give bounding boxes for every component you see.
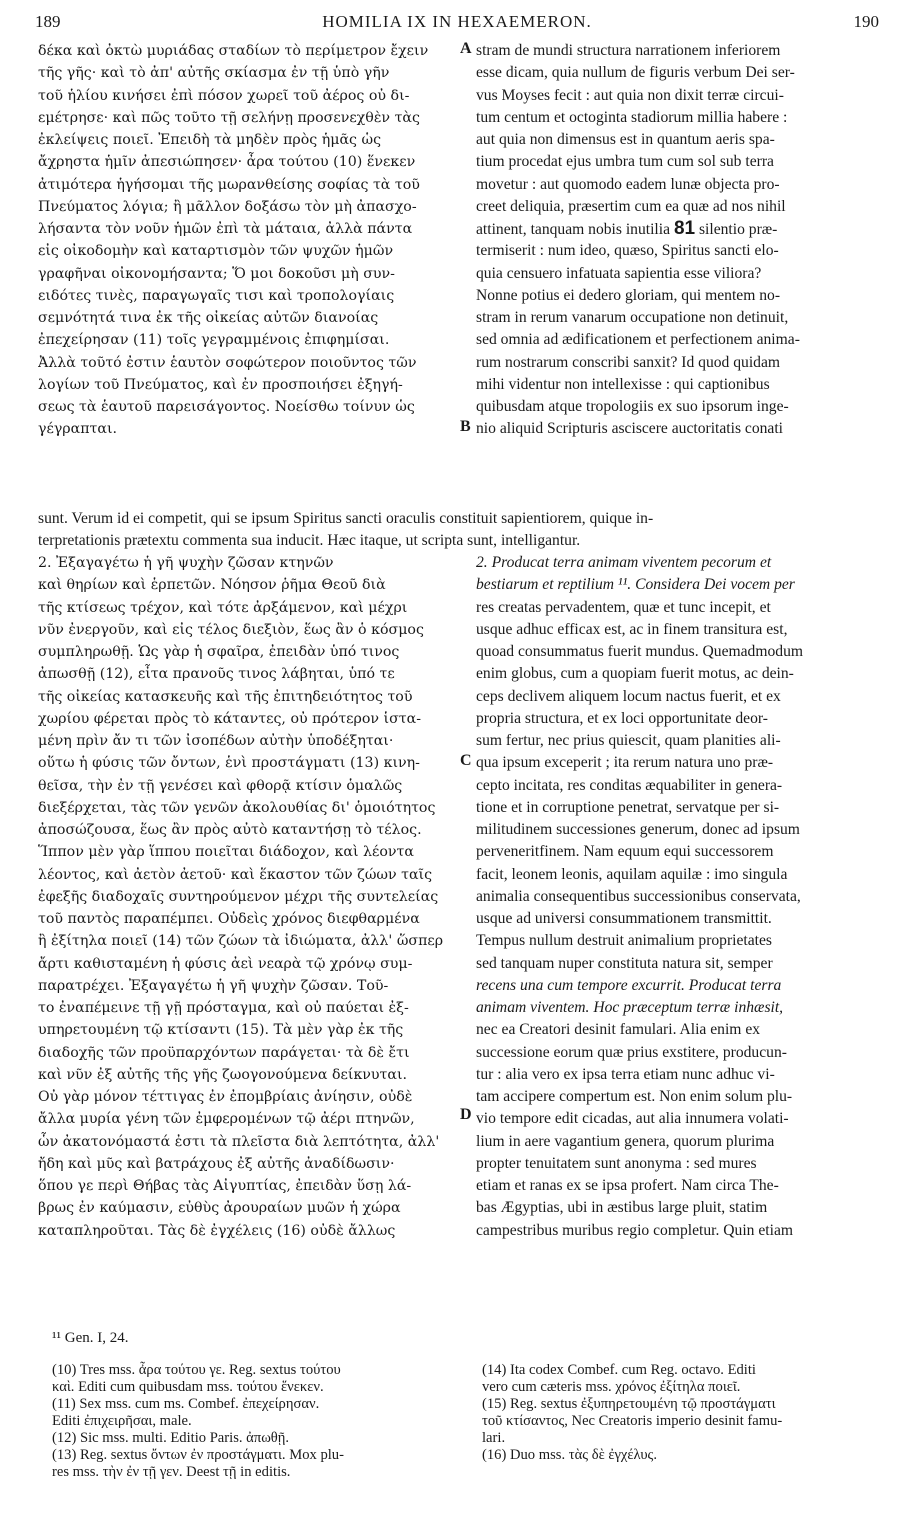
latin-line: movetur : aut quomodo eadem lunæ objecta pro- [476,175,780,193]
note-line: (14) Ita codex Combef. cum Reg. octavo. Editi [482,1362,756,1378]
greek-line: ἐφεξῆς διαδοχαῖς συντηρούμενον μέχρι τῆς συντελείας [38,888,439,905]
latin-line [476,218,876,240]
margin-letter-a: A [460,40,472,57]
latin-line: res creatas pervadentem, quæ et tunc incepit, et [476,598,771,616]
latin-line: vio tempore edit cicadas, aut alia innumera volati- [476,1110,789,1128]
note-line: res mss. τὴν ἐν τῇ γεν. Deest τῇ in editis. [52,1464,291,1480]
running-header [35,8,879,36]
greek-line: τῆς οἰκείας κατασκευῆς καὶ τῆς ἐπιτηδειότητος τοῦ [38,688,413,705]
latin-line: aut quia non dimensus est in quantum aeris spa- [476,131,775,148]
note-line: vero cum cæteris mss. χρόνος ἐξίτηλα ποιεῖ. [482,1379,741,1395]
latin-line: tium procedat ejus umbra tum cum sol sub terra [476,153,774,171]
greek-line: Πνεύματος λόγια; ἢ μᾶλλον δοξάσω τὸν μὴ ἀπασχο- [38,198,417,215]
latin-line: nec ea Creatori desinit famulari. Alia enim ex [476,1021,761,1039]
greek-line: ἐκλείψεις ποιεῖ. Ἐπειδὴ τὰ μηδὲν πρὸς ἡμᾶς ὡς [38,132,382,148]
greek-line: ἢ ἐξίτηλα ποιεῖ (14) τῶν ζώων τὰ ἰδιώματα, ἀλλ' ὥσπερ [38,933,444,950]
latin-line: propria structura, et ex loci opportunitate deor- [476,709,768,727]
full-line: sunt. Verum id ei competit, qui se ipsum Spiritus sancti oraculis constituit sapientiorem, quique in- [38,510,654,527]
margin-letter-b: B [460,418,471,435]
note-line: (10) Tres mss. ἆρα τούτου γε. Reg. sextus τούτου [52,1362,341,1378]
latin-line: recens una cum tempore excurrit. Producat terra [476,976,782,994]
greek-line: ειδότες τινὲς, παραγωγαῖς τισι καὶ τροπολογίαις [38,287,395,304]
latin-line: esse dicam, quia nullum de figuris verbum Dei ser- [476,64,795,82]
latin-column-bottom [476,552,876,1242]
greek-line: ὅπου γε περὶ Θήβας τὰς Αἰγυπτίας, ἐπειδὰν ὕσῃ λά- [38,1178,412,1194]
greek-line: σεμνότητά τινα ἐκ τῆς οἰκείας αὐτῶν διανοίας [38,310,379,326]
latin-line: tur : alia vero ex ipsa terra etiam nunc adhuc vi- [476,1065,775,1083]
greek-line: ἀπωσθῇ (12), εἶτα πρανοῦς τινος λάβηται, ὑπό τε [38,666,395,683]
latin-line: etiam et ranas ex se ipsa profert. Nam circa The- [476,1177,779,1194]
latin-line: successione eorum quæ prius exstitere, producun- [476,1043,787,1061]
latin-line: qua ipsum exceperit ; ita rerum natura uno præ- [476,754,774,772]
latin-line: sum fertur, nec prius quiescit, quam planities ali- [476,732,781,749]
latin-line: stram in rerum vanarum occupatione non detinuit, [476,309,789,326]
greek-line: λογίων τοῦ Πνεύματος, καὶ ἐν προσποιήσει ἐξηγή- [38,376,403,393]
note-line: (16) Duo mss. τὰς δὲ ἐγχέλυς. [482,1447,657,1463]
page-number-left: 189 [35,12,61,31]
latin-line: mihi videntur non intellexisse : qui captionibus [476,375,770,393]
latin-line: bestiarum et reptilium ¹¹. Considera Dei vocem per [476,576,795,594]
greek-line: θεῖσα, τὴν ἐν τῇ γενέσει καὶ φθορᾷ κτίσιν ὁμαλῶς [38,777,403,794]
latin-line: campestribus muribus regio completur. Quin etiam [476,1221,794,1239]
greek-line: τῆς κτίσεως τρέχον, καὶ τότε ἀρξάμενον, καὶ μέχρι [38,599,408,616]
latin-line: militudinem successiones generum, donec ad ipsum [476,821,800,838]
latin-column-top [476,40,876,441]
latin-line: stram de mundi structura narrationem inferiorem [476,42,781,59]
latin-line: quibusdam atque tropologiis ex suo ipsorum inge- [476,398,789,415]
greek-column-top [38,40,458,441]
greek-line: τοῦ παντὸς παραπέμπει. Οὐδεὶς χρόνος διεφθαρμένα [38,911,420,927]
greek-line: λήσαντα τὸν νοῦν ἡμῶν ἐπὶ τὰ μάταια, ἀλλὰ πάντα [38,221,413,237]
latin-line: Nonne potius ei dedero gloriam, qui mentem no- [476,286,781,304]
greek-line: καὶ θηρίων καὶ ἑρπετῶν. Νόησον ῥῆμα Θεοῦ διὰ [38,577,386,594]
latin-line: animalia consequentibus successionibus conservata, [476,887,801,905]
latin-line: propter tenuitatem sunt anonyma : sed mures [476,1154,757,1172]
greek-line: ἐπεχείρησαν (11) τοῖς γεγραμμένοις ἐπιφημίσαι. [38,332,390,349]
greek-line: ἄλλα μυρία γένη τῶν ἐμφερομένων τῷ ἀέρι πτηνῶν, [38,1111,415,1128]
latin-line-tail: silentio præ- [698,221,778,238]
latin-line: quia censuero infatuata sapientia esse viliora? [476,264,762,282]
latin-line: usque adhuc efficax est, ac in finem transitura est, [476,620,788,638]
note-line: καὶ. Editi cum quibusdam mss. τούτου ἕνεκεν. [52,1379,324,1395]
latin-line: bas Ægyptias, ubi in æstibus large pluit, statim [476,1199,768,1217]
latin-line: ceps declivem aliquem locum nactus fuerit, et ex [476,687,781,705]
greek-line: γέγραπται. [38,421,118,438]
latin-line: perveneritfinem. Nam equum equi successorem [476,843,774,861]
latin-line: animam viventem. Hoc præceptum terræ inhæsit, [476,999,784,1016]
latin-line: termiserit : num ideo, quæso, Spiritus sancti elo- [476,242,779,260]
greek-line: Ἵππον μὲν γὰρ ἵππου ποιεῖται διάδοχον, καὶ λέοντα [38,844,414,861]
greek-line: συμπληρωθῇ. Ὡς γὰρ ἡ σφαῖρα, ἐπειδὰν ὑπό τινος [38,644,400,660]
greek-line: σεως τὰ ἑαυτοῦ παρεισάγοντος. Νοείσθω τοίνυν ὡς [38,399,415,415]
greek-line: Οὐ γὰρ μόνον τέττιγας ἐν ἐπομβρίαις ἀνίησιν, οὐδὲ [38,1089,413,1105]
latin-line: tione et in corruptione penetrat, servatque per si- [476,798,780,816]
latin-line: sed omnia ad ædificationem et perfectionem anima- [476,331,800,349]
latin-line: lium in aere vagantium genera, quorum plurima [476,1132,775,1150]
greek-line: καταπληροῦται. Τὰς δὲ ἐγχέλεις (16) οὐδὲ ἄλλως [38,1222,396,1239]
greek-line: λέοντος, καὶ ἀετὸν ἀετοῦ· καὶ ἕκαστον τῶν ζώων ταῖς [38,866,433,883]
greek-line: τῆς γῆς· καὶ τὸ ἀπ' αὐτῆς σκίασμα ἐν τῇ ὑπὸ γῆν [38,65,390,82]
latin-line: vus Moyses fecit : aut quia non dixit terræ circui- [476,86,784,104]
margin-letter-d: D [460,1106,472,1123]
greek-line: ἀποσώζουσα, ἕως ἂν πρὸς αὐτὸ καταντήσῃ τὸ τέλος. [38,822,422,838]
note-line: (13) Reg. sextus ὄντων ἐν προστάγματι. Mox plu- [52,1447,344,1463]
greek-line: διεξέρχεται, τὰς τῶν γενῶν ἀκολουθίας δι' ὁμοιότητος [38,799,436,816]
latin-line: usque ad universi consummationem transmittit. [476,910,772,927]
notes-right [482,1362,882,1464]
latin-line: facit, leonem leonis, aquilam aquilæ : imo singula [476,865,788,883]
greek-line: υπηρετουμένη τῷ κτίσαντι (15). Τὰ μὲν γὰρ ἐκ τῆς [38,1022,404,1039]
latin-line: creet deliquia, præsertim cum ea quæ ad nos nihil [476,197,786,215]
greek-line: οὕτω ἡ φύσις τῶν ὄντων, ἑνὶ προστάγματι (13) κινη- [38,755,420,772]
note-line: (15) Reg. sextus ἐξυπηρετουμένη τῷ προστάγματι [482,1396,776,1412]
latin-line: sed tanquam nuper constituta natura sit, semper [476,954,773,972]
latin-line: enim globus, cum a quopiam fuerit motus, ac dein- [476,665,794,683]
notes-left [52,1362,452,1481]
greek-line: τοῦ ἡλίου κινήσει ἐπὶ πόσον χωρεῖ τοῦ ἀέρος οὐ δι- [38,87,410,104]
greek-line: ὧν ἀκατονόμαστά ἐστι τὰ πλεῖστα διὰ λεπτότητα, ἀλλ' [38,1133,440,1150]
latin-line: tum centum et octoginta stadiorum millia habere : [476,108,788,126]
latin-line: cepto incitata, res conditas æquabiliter in genera- [476,776,783,794]
note-line: Editi ἐπιχειρῆσαι, male. [52,1413,192,1429]
running-title: HOMILIA IX IN HEXAEMERON. [322,12,592,31]
latin-line-text: attinent, tanquam nobis inutilia [476,221,671,238]
page-number-right: 190 [853,12,879,31]
greek-column-bottom [38,552,458,1242]
note-line: τοῦ κτίσαντος, Nec Creatoris imperio desinit famu- [482,1413,783,1429]
scripture-reference: ¹¹ Gen. I, 24. [52,1330,129,1346]
greek-line: ἄρτι καθισταμένη ἡ φύσις ἀεὶ νεαρὰ τῷ χρόνῳ συμ- [38,955,413,972]
greek-line: 2. Ἐξαγαγέτω ἡ γῆ ψυχὴν ζῶσαν κτηνῶν [38,555,334,571]
latin-line: nio aliquid Scripturis asciscere auctoritatis conati [476,420,784,438]
full-width-text [38,508,876,553]
greek-line: παρατρέχει. Ἐξαγαγέτω ἡ γῆ ψυχὴν ζῶσαν. Τοῦ- [38,977,389,994]
latin-line: Tempus nullum destruit animalium proprietates [476,932,772,950]
greek-line: γραφῆναι οἰκονομήσαντα; Ὅ μοι δοκοῦσι μὴ συν- [38,265,395,282]
greek-line: ἀτιμότερα ἡγήσομαι τῆς μωρανθείσης σοφίας τὰ τοῦ [38,176,420,193]
note-line: (11) Sex mss. cum ms. Combef. ἐπεχείρησαν. [52,1396,320,1412]
greek-line: Ἀλλὰ τοῦτό ἐστιν ἑαυτὸν σοφώτερον ποιοῦντος τῶν [38,354,417,371]
greek-line: νῦν ἐνεργοῦν, καὶ εἰς τέλος διεξιὸν, ἕως ἂν ὁ κόσμος [38,621,424,638]
greek-line: καὶ νῦν ἐξ αὐτῆς τῆς γῆς ζωογονούμενα δείκνυται. [38,1066,408,1083]
greek-line: εμέτρησε· καὶ πῶς τοῦτο τῇ σελήνῃ προσενεχθὲν τὰς [38,109,420,126]
margin-letter-c: C [460,752,472,769]
latin-line: 2. Producat terra animam viventem pecorum et [476,554,772,571]
greek-line: ἄχρηστα ἡμῖν ἀπεσιώπησεν· ἆρα τούτου (10) ἕνεκεν [38,154,416,171]
greek-line: μένη πρὶν ἄν τι τῶν ἰσοπέδων αὐτὴν ὑποδέξηται· [38,733,394,749]
note-line: (12) Sic mss. multi. Editio Paris. ἀπωθῇ. [52,1430,290,1446]
greek-line: το ἐναπέμεινε τῇ γῇ πρόσταγμα, καὶ οὐ παύεται ἐξ- [38,1000,409,1016]
greek-line: χωρίου φέρεται πρὸς τὸ κάταντες, οὐ πρότερον ἱστα- [38,710,422,727]
latin-line: rum nostrarum conscribi sanxit? Id quod quidam [476,353,781,371]
greek-line: ἤδη καὶ μῦς καὶ βατράχους ἐξ αὐτῆς ἀναδίδωσιν· [38,1155,395,1172]
latin-line: quoad consummatus fuerit mundus. Quemadmodum [476,643,803,660]
greek-line: βρως ἐν καύμασιν, εὐθὺς ἀρουραίων μυῶν ἡ χώρα [38,1200,401,1217]
full-line: terpretationis prætextu commenta sua inducit. Hæc itaque, ut scripta sunt, intelligantur. [38,532,581,550]
column-number-marker: 81 [673,218,696,239]
greek-line: δέκα καὶ ὀκτὼ μυριάδας σταδίων τὸ περίμετρον ἔχειν [38,43,429,59]
note-line: lari. [482,1430,506,1446]
greek-line: διαδοχῆς τῶν προϋπαρχόντων παράγεται· τὰ δὲ ἔτι [38,1044,410,1061]
latin-line: tam accipere compertum est. Non enim solum plu- [476,1088,793,1105]
greek-line: εἰς οἰκοδομὴν καὶ καταρτισμὸν τῶν ψυχῶν ἡμῶν [38,243,394,260]
